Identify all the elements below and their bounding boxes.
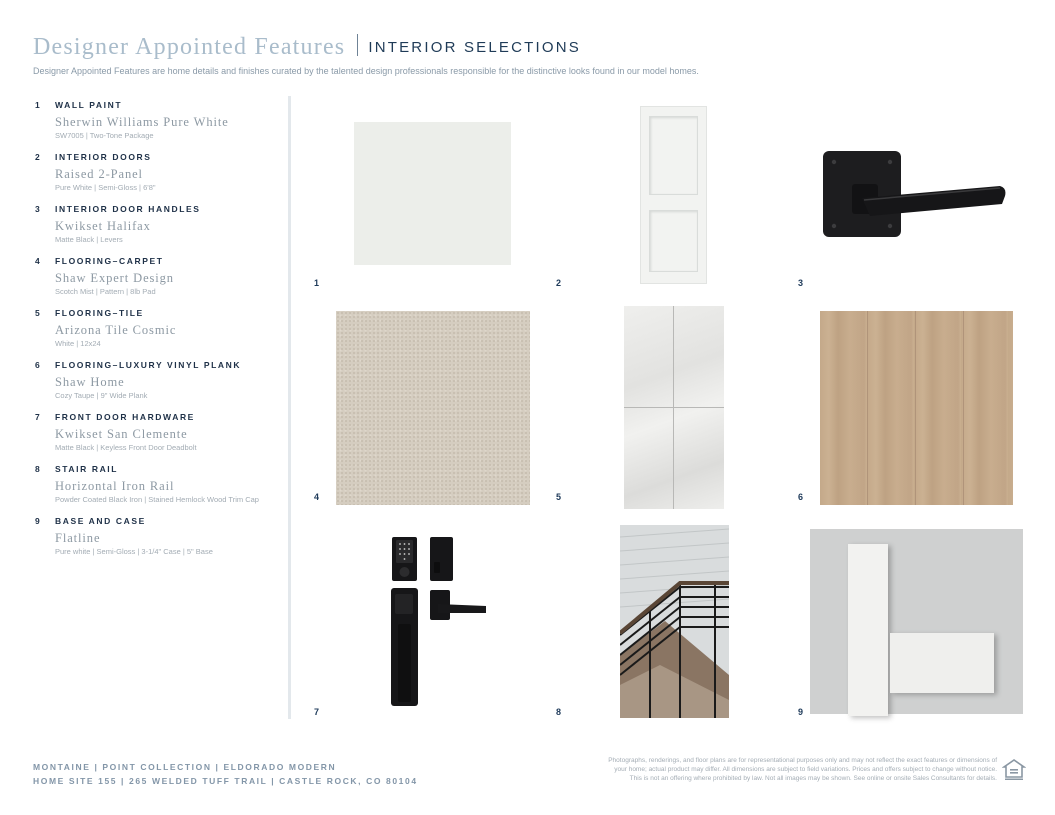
selection-detail: Matte Black | Levers: [55, 235, 123, 244]
equal-housing-opportunity-icon: [1002, 758, 1026, 782]
selection-number: 8: [35, 464, 42, 474]
selection-name: Flatline: [55, 531, 101, 545]
selection-item: [35, 360, 280, 401]
selection-name: Sherwin Williams Pure White: [55, 115, 229, 129]
grid-number: 8: [556, 707, 562, 717]
base-trim: [890, 633, 994, 693]
grid-number: 4: [314, 492, 320, 502]
selection-category: INTERIOR DOORS: [55, 152, 152, 162]
selection-category: STAIR RAIL: [55, 464, 119, 474]
grid-number: 2: [556, 278, 562, 288]
selection-category: FLOORING–CARPET: [55, 256, 164, 266]
selection-category: FLOORING–TILE: [55, 308, 144, 318]
selection-detail: Scotch Mist | Pattern | 8lb Pad: [55, 287, 156, 296]
community-info: [33, 760, 418, 788]
page-title: [33, 34, 581, 61]
selection-number: 4: [35, 256, 42, 266]
disclaimer-line: Photographs, renderings, and floor plans are for representational purposes only and may not reflect the exact features or dimensions of: [608, 757, 997, 764]
carpet-swatch: [336, 311, 530, 505]
selection-detail: White | 12x24: [55, 339, 101, 348]
disclaimer: [517, 756, 997, 783]
selection-category: FRONT DOOR HARDWARE: [55, 412, 195, 422]
selection-number: 5: [35, 308, 42, 318]
grid-number: 1: [314, 278, 320, 288]
door-panel-top: [649, 116, 698, 195]
disclaimer-line: your home; actual product may differ. All dimensions are subject to field variations. Prices and offers subject to change without notice.: [614, 766, 997, 773]
selection-detail: SW7005 | Two-Tone Package: [55, 131, 154, 140]
vinyl-plank-swatch: [820, 311, 1013, 505]
selection-category: WALL PAINT: [55, 100, 123, 110]
selection-number: 7: [35, 412, 42, 422]
base-and-case-image: [810, 529, 1023, 714]
selection-number: 6: [35, 360, 42, 370]
selection-detail: Pure white | Semi-Gloss | 3-1/4" Case | 5" Base: [55, 547, 213, 556]
selection-detail: Powder Coated Black Iron | Stained Hemlock Wood Trim Cap: [55, 495, 259, 504]
case-trim: [848, 544, 888, 716]
selection-item: [35, 100, 280, 141]
grid-number: 7: [314, 707, 320, 717]
selection-category: INTERIOR DOOR HANDLES: [55, 204, 201, 214]
title-text: Designer Appointed Features: [33, 34, 346, 60]
disclaimer-line: This is not an offering where prohibited by law. Not all images may be shown. See online or onsite Sales Consultants for details.: [629, 775, 997, 782]
interior-door-image: [640, 106, 707, 284]
plank-seam: [867, 311, 868, 505]
selection-number: 9: [35, 516, 42, 526]
selection-name: Raised 2-Panel: [55, 167, 143, 181]
community-line: MONTAINE | POINT COLLECTION | ELDORADO MODERN: [33, 762, 337, 772]
selection-detail: Cozy Taupe | 9" Wide Plank: [55, 391, 148, 400]
address-line: HOME SITE 155 | 265 WELDED TUFF TRAIL | CASTLE ROCK, CO 80104: [33, 776, 418, 786]
front-door-hardware-image: [388, 534, 492, 710]
selection-detail: Pure White | Semi-Gloss | 6'8": [55, 183, 156, 192]
selection-item: [35, 308, 280, 349]
selection-item: [35, 412, 280, 453]
selection-name: Horizontal Iron Rail: [55, 479, 175, 493]
page-subtitle: Designer Appointed Features are home details and finishes curated by the talented design professionals responsible for the distinctive looks found in our model homes.: [33, 66, 699, 76]
door-lever-image: [818, 148, 1008, 240]
selection-number: 2: [35, 152, 42, 162]
grid-number: 9: [798, 707, 804, 717]
selection-item: [35, 152, 280, 193]
section-title: INTERIOR SELECTIONS: [368, 39, 582, 56]
selection-name: Kwikset Halifax: [55, 219, 151, 233]
grid-number: 5: [556, 492, 562, 502]
selection-category: BASE AND CASE: [55, 516, 146, 526]
wall-paint-swatch: [354, 122, 511, 265]
tile-swatch: [624, 306, 724, 509]
selection-category: FLOORING–LUXURY VINYL PLANK: [55, 360, 242, 370]
plank-seam: [915, 311, 916, 505]
title-divider: [357, 34, 358, 56]
selection-name: Shaw Home: [55, 375, 125, 389]
selection-number: 1: [35, 100, 42, 110]
selection-item: [35, 516, 280, 557]
selection-name: Shaw Expert Design: [55, 271, 174, 285]
plank-seam: [963, 311, 964, 505]
selection-detail: Matte Black | Keyless Front Door Deadbolt: [55, 443, 197, 452]
grid-number: 3: [798, 278, 804, 288]
door-panel-bottom: [649, 210, 698, 272]
stair-rail-image: [620, 525, 729, 718]
selection-item: [35, 464, 280, 505]
column-divider: [288, 96, 291, 719]
selection-name: Arizona Tile Cosmic: [55, 323, 177, 337]
selection-number: 3: [35, 204, 42, 214]
selection-name: Kwikset San Clemente: [55, 427, 188, 441]
tile-grout-horizontal: [624, 407, 724, 408]
grid-number: 6: [798, 492, 804, 502]
selection-item: [35, 204, 280, 245]
selections-list: [35, 100, 280, 568]
selection-item: [35, 256, 280, 297]
